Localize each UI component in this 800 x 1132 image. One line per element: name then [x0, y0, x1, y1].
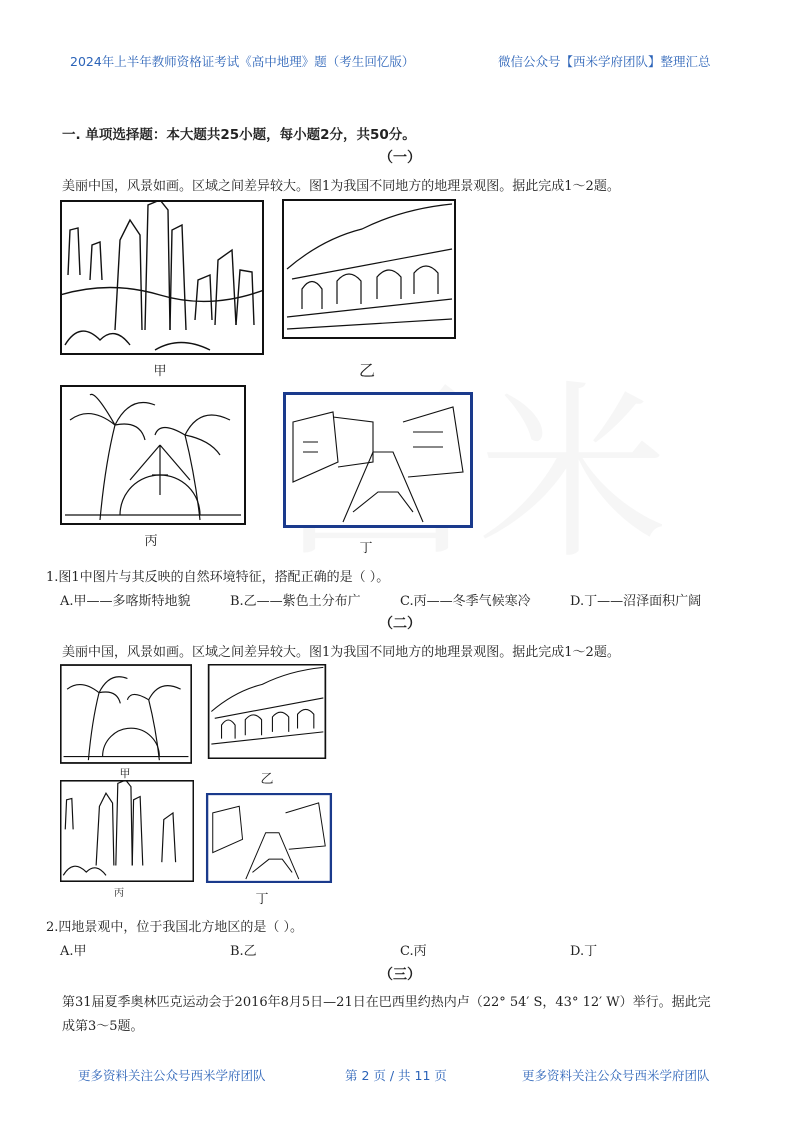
header-title: 2024年上半年教师资格证考试《高中地理》题（考生回忆版） — [70, 54, 415, 69]
caption2-jia: 甲 — [119, 767, 131, 780]
tropical-beach-image-small — [60, 664, 192, 764]
q1-option-a[interactable]: A.甲——多喀斯特地貌 — [60, 594, 191, 609]
q2-option-a[interactable]: A.甲 — [60, 944, 87, 959]
part1-heading: （一） — [379, 150, 421, 166]
part3-intro-line2: 成第3～5题。 — [62, 1019, 144, 1034]
q2-option-d[interactable]: D.丁 — [570, 944, 598, 959]
part2-intro: 美丽中国，风景如画。区域之间差异较大。图1为我国不同地方的地理景观图。据此完成1～2题。 — [62, 645, 620, 660]
footer-right[interactable]: 更多资料关注公众号西米学府团队 — [522, 1068, 710, 1083]
water-town-image-small — [205, 793, 333, 883]
section-title: 一. 单项选择题：本大题共25小题，每小题2分，共50分。 — [62, 127, 416, 143]
caption2-bing: 丙 — [114, 888, 124, 899]
part1-intro: 美丽中国，风景如画。区域之间差异较大。图1为我国不同地方的地理景观图。据此完成1～2题。 — [62, 179, 620, 194]
footer-left[interactable]: 更多资料关注公众号西米学府团队 — [78, 1068, 266, 1083]
cave-dwelling-image — [282, 199, 456, 339]
part2-heading: （二） — [379, 616, 421, 632]
page-number: 第 2 页 / 共 11 页 — [345, 1068, 447, 1083]
caption-yi: 乙 — [358, 361, 375, 380]
q2-option-c[interactable]: C.丙 — [400, 944, 427, 959]
q1-stem: 1.图1中图片与其反映的自然环境特征，搭配正确的是（ ）。 — [46, 570, 390, 585]
caption-ding: 丁 — [359, 541, 373, 556]
q2-stem: 2.四地景观中，位于我国北方地区的是（ ）。 — [46, 920, 304, 935]
karst-landscape-image — [60, 200, 264, 355]
q1-option-c[interactable]: C.丙——冬季气候寒冷 — [400, 594, 531, 609]
q1-option-d[interactable]: D.丁——沼泽面积广阔 — [570, 594, 702, 609]
cave-dwelling-image-small — [205, 664, 329, 759]
caption2-ding: 丁 — [255, 892, 269, 907]
water-town-image — [283, 392, 473, 528]
caption-jia: 甲 — [153, 364, 167, 379]
tropical-beach-image — [60, 385, 246, 525]
karst-landscape-image-small — [60, 780, 194, 882]
caption2-yi: 乙 — [260, 772, 274, 787]
part3-heading: （三） — [379, 967, 421, 983]
part3-intro-line1: 第31届夏季奥林匹克运动会于2016年8月5日—21日在巴西里约热内卢（22° 54′ S，43° 12′ W）举行。据此完 — [62, 995, 711, 1010]
caption-bing: 丙 — [144, 534, 158, 549]
q1-option-b[interactable]: B.乙——紫色土分布广 — [230, 594, 361, 609]
header-source: 微信公众号【西米学府团队】整理汇总 — [498, 54, 711, 69]
q2-option-b[interactable]: B.乙 — [230, 944, 257, 959]
